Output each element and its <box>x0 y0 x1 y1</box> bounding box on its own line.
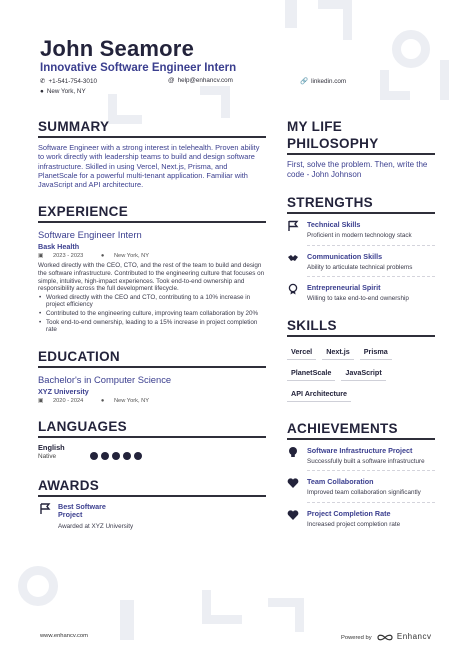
divider <box>307 502 435 503</box>
language-name: English <box>38 442 65 452</box>
location-row <box>40 88 86 95</box>
strength-title: Technical Skills <box>307 220 361 229</box>
achievement-title: Team Collaboration <box>307 477 374 487</box>
achievement-sub: Improved team collaboration significantly <box>307 489 421 497</box>
skill-tag: Next.js <box>322 344 354 360</box>
philosophy-text: First, solve the problem. Then, write the code - John Johnson <box>287 160 428 179</box>
phone-text: +1-541-754-3010 <box>48 78 97 85</box>
strength-title: Entrepreneurial Spirit <box>307 283 381 293</box>
job-dates: 2023 - 2023 <box>52 253 84 260</box>
divider <box>307 470 435 471</box>
achievement-sub: Increased project completion rate <box>307 520 401 528</box>
job-bullet: • Worked directly with the CEO and CTO, contributing to a 10% increase in project efficiency <box>39 293 251 309</box>
summary-heading: SUMMARY <box>38 118 266 138</box>
calendar-icon: ▣ <box>38 253 45 260</box>
at-icon: @ <box>168 77 175 84</box>
rating-dot <box>112 452 120 460</box>
strength-title: Communication Skills <box>307 251 383 261</box>
achievement-item <box>287 509 435 529</box>
achievement-sub: Successfully built a software infrastructure <box>307 457 425 465</box>
location-pin-icon: ● <box>40 88 44 95</box>
language-level: Native <box>38 452 57 460</box>
location-pin-icon: ● <box>100 397 106 404</box>
job-company: Bask Health <box>38 242 80 252</box>
education-location: New York, NY <box>113 397 150 404</box>
award-sub: Awarded at XYZ University <box>58 522 134 530</box>
education-section <box>38 348 266 404</box>
skills-list <box>287 339 435 402</box>
email-contact[interactable] <box>168 77 233 84</box>
achievement-item <box>287 477 435 503</box>
linkedin-contact[interactable] <box>300 77 346 85</box>
enhancv-logo-icon <box>377 633 393 642</box>
flag-icon <box>39 503 51 515</box>
achievement-title: Project Completion Rate <box>307 508 391 518</box>
experience-section <box>38 203 266 333</box>
job-location: New York, NY <box>113 253 150 260</box>
strength-sub: Proficient in modern technology stack <box>307 232 412 239</box>
divider <box>307 245 435 246</box>
linkedin-text: linkedin.com <box>311 78 347 85</box>
skills-heading: SKILLS <box>287 317 435 337</box>
strength-item <box>287 252 435 278</box>
achievement-item <box>287 446 435 472</box>
job-bullet: • Took end-to-end ownership, leading to a 15% increase in project completion rate <box>39 318 258 334</box>
awards-heading: AWARDS <box>38 477 266 497</box>
summary-text: Software Engineer with a strong interest in telehealth. Proven ability to work directly with leadership teams to build and design software infrastructure. Skilled in using Vercel, Next.js, Prisma, and PlanetScale for a powerful multi-tenant application. Familiar with JavaScript and API architecture. <box>38 143 260 190</box>
strength-item <box>287 283 435 303</box>
experience-heading: EXPERIENCE <box>38 203 266 223</box>
language-rating <box>90 447 145 465</box>
education-dates: 2020 - 2024 <box>52 397 84 404</box>
philosophy-section <box>287 118 435 180</box>
link-icon: 🔗 <box>300 78 309 85</box>
school: XYZ University <box>38 386 89 396</box>
rating-dot <box>134 452 142 460</box>
handshake-icon <box>287 252 299 264</box>
strength-sub: Ability to articulate technical problems <box>307 263 413 271</box>
philosophy-heading: MY LIFE PHILOSOPHY <box>287 118 435 155</box>
brand-name: Enhancv <box>396 632 432 641</box>
calendar-icon: ▣ <box>38 397 45 404</box>
location-text: New York, NY <box>46 88 86 95</box>
rating-dot <box>90 452 98 460</box>
job-bullet-text: Contributed to the engineering culture, improving team collaboration by 20% <box>46 310 259 318</box>
job-meta <box>38 253 266 259</box>
experience-item <box>38 229 266 333</box>
job-bullet: • Contributed to the engineering culture, improving team collaboration by 20% <box>39 310 259 318</box>
heart-icon <box>287 509 299 521</box>
location-pin-icon: ● <box>100 253 106 260</box>
awards-section <box>38 477 266 530</box>
education-meta <box>38 398 266 404</box>
strengths-heading: STRENGTHS <box>287 194 435 214</box>
degree: Bachelor's in Computer Science <box>38 373 172 385</box>
candidate-tagline: Innovative Software Engineer Intern <box>40 62 237 74</box>
achievement-title: Software Infrastructure Project <box>307 445 413 455</box>
footer-website[interactable]: www.enhancv.com <box>40 633 88 639</box>
phone-contact[interactable] <box>40 77 97 85</box>
phone-icon: ✆ <box>40 78 46 85</box>
footer-powered[interactable] <box>341 632 432 642</box>
rating-dot <box>123 452 131 460</box>
award-title <box>58 503 266 520</box>
email-text: help@enhancv.com <box>177 77 233 84</box>
rating-dot <box>101 452 109 460</box>
skill-tag: JavaScript <box>341 365 385 381</box>
language-item <box>38 443 266 465</box>
job-bullet-text: Took end-to-end ownership, leading to a 15% increase in project completion rate <box>46 318 258 334</box>
skill-tag: API Architecture <box>287 386 351 402</box>
job-description: Worked directly with the CEO, CTO, and the rest of the team to build and design the software infrastructure. Contributed to the engineering culture that focuses on simple, intuitive, high-impact experiences. Took end-to-end ownership and responsibility across the full development lifecycle. <box>38 262 265 293</box>
candidate-name: John Seamore <box>40 36 195 61</box>
achievements-section <box>287 420 435 529</box>
skill-tag: Prisma <box>360 344 392 360</box>
skill-tag: PlanetScale <box>287 365 335 381</box>
contact-row <box>40 77 440 87</box>
strengths-section <box>287 194 435 303</box>
right-column <box>287 118 435 529</box>
award-item <box>38 503 266 530</box>
left-column <box>38 118 266 530</box>
summary-section <box>38 118 266 189</box>
medal-icon <box>287 283 299 295</box>
strength-item <box>287 220 435 246</box>
job-role: Software Engineer Intern <box>38 229 142 241</box>
divider <box>307 276 435 277</box>
job-bullet-text: Worked directly with the CEO and CTO, contributing to a 10% increase in project efficiency <box>46 293 251 309</box>
strength-sub: Willing to take end-to-end ownership <box>307 295 409 303</box>
award-title-line2: Project <box>58 510 83 520</box>
achievements-heading: ACHIEVEMENTS <box>287 420 435 440</box>
languages-section <box>38 418 266 465</box>
lightbulb-icon <box>287 446 299 458</box>
powered-by-text: Powered by <box>341 635 372 641</box>
skills-section <box>287 317 435 402</box>
flag-icon <box>287 220 299 232</box>
education-heading: EDUCATION <box>38 348 266 368</box>
languages-heading: LANGUAGES <box>38 418 266 438</box>
heart-icon <box>287 477 299 489</box>
award-title-line1: Best Software <box>58 501 106 511</box>
skill-tag: Vercel <box>287 344 316 360</box>
